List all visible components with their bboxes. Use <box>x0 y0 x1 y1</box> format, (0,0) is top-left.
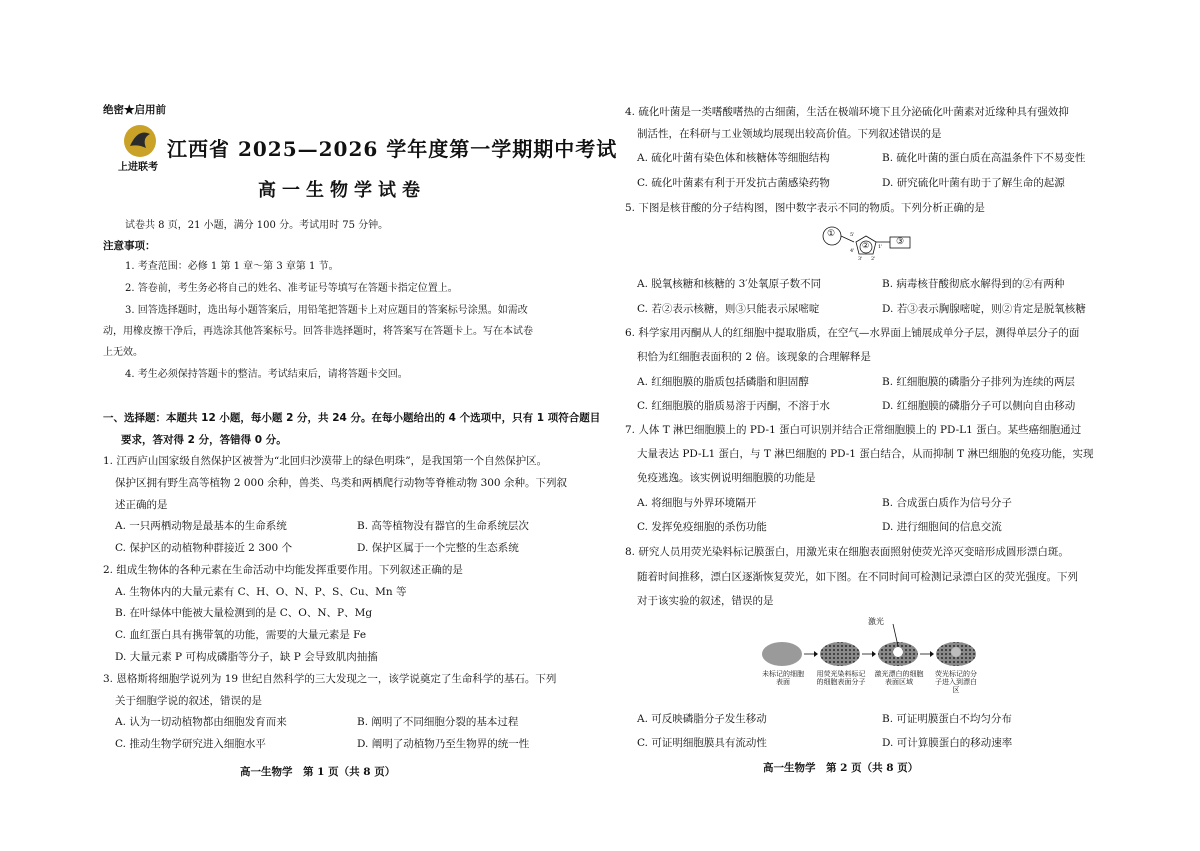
question-6-option-b: B. 红细胞膜的磷脂分子排列为连续的两层 <box>882 376 1075 388</box>
exam-page-2 <box>600 0 1200 851</box>
question-1-option-d: D. 保护区属于一个完整的生态系统 <box>357 542 519 554</box>
question-5-option-a: A. 脱氧核糖和核糖的 3′处氧原子数不同 <box>637 278 822 290</box>
exam-title: 江西省 2025—2026 学年度第一学期期中考试 <box>167 137 618 161</box>
question-2-stem: 2. 组成生物体的各种元素在生命活动中均能发挥重要作用。下列叙述正确的是 <box>103 564 463 576</box>
question-7-option-d: D. 进行细胞间的信息交流 <box>882 521 1002 533</box>
note-item: 2. 答卷前，考生务必将自己的姓名、准考证号等填写在答题卡指定位置上。 <box>125 283 458 294</box>
frap-figure <box>760 616 980 704</box>
question-1-stem: 述正确的是 <box>115 499 168 511</box>
stage-1-caption: 未标记的细胞表面 <box>762 670 804 686</box>
note-item: 动，用橡皮擦干净后，再选涂其他答案标号。回答非选择题时，将答案写在答题卡上。写在本试卷 <box>103 326 533 337</box>
question-4-stem: 制活性，在科研与工业领域均展现出较高价值。下列叙述错误的是 <box>637 128 942 140</box>
label-2: ② <box>862 241 870 250</box>
laser-label: 激光 <box>868 617 884 626</box>
question-1-stem: 1. 江西庐山国家级自然保护区被誉为“北回归沙漠带上的绿色明珠”，是我国第一个自然保护区。 <box>103 455 548 467</box>
stage-4-caption: 荧光标记的分子进入到漂白区 <box>935 670 977 694</box>
question-4-option-a: A. 硫化叶菌有染色体和核糖体等细胞结构 <box>637 152 830 164</box>
question-3-option-a: A. 认为一切动植物都由细胞发育而来 <box>115 716 287 728</box>
question-5-stem: 5. 下图是核苷酸的分子结构图，图中数字表示不同的物质。下列分析正确的是 <box>625 202 985 214</box>
question-7-option-a: A. 将细胞与外界环境隔开 <box>637 497 757 509</box>
question-1-option-c: C. 保护区的动植物种群接近 2 300 个 <box>115 542 293 554</box>
stage-3-caption: 激光漂白的细胞表面区域 <box>874 670 924 686</box>
carbon-5: 5' <box>850 232 855 238</box>
nucleotide-diagram <box>818 224 918 268</box>
confidential-label: 绝密★启用前 <box>103 104 166 116</box>
question-3-option-b: B. 阐明了不同细胞分裂的基本过程 <box>357 716 519 728</box>
question-4-option-c: C. 硫化叶菌素有利于开发抗古菌感染药物 <box>637 177 830 189</box>
note-item: 1. 考查范围：必修 1 第 1 章～第 3 章第 1 节。 <box>125 261 339 272</box>
question-2-option-b: B. 在叶绿体中能被大量检测到的是 C、O、N、P、Mg <box>115 607 373 619</box>
section-heading-cont: 要求，答对得 2 分，答错得 0 分。 <box>121 434 287 446</box>
question-6-option-d: D. 红细胞膜的磷脂分子可以侧向自由移动 <box>882 400 1076 412</box>
question-4-option-d: D. 研究硫化叶菌有助于了解生命的起源 <box>882 177 1065 189</box>
notes-title: 注意事项： <box>103 240 156 252</box>
label-3: ③ <box>896 237 905 247</box>
carbon-1: 1' <box>878 244 883 250</box>
question-1-option-a: A. 一只两栖动物是最基本的生命系统 <box>115 520 287 532</box>
question-8-option-d: D. 可计算膜蛋白的移动速率 <box>882 737 1013 749</box>
question-6-stem: 6. 科学家用丙酮从人的红细胞中提取脂质，在空气—水界面上铺展成单分子层，测得单层分子的面 <box>625 327 1080 339</box>
question-2-option-a: A. 生物体内的大量元素有 C、H、O、N、P、S、Cu、Mn 等 <box>115 586 407 598</box>
logo-text: 上进联考 <box>118 162 158 173</box>
section-heading: 一、选择题：本题共 12 小题，每小题 2 分，共 24 分。在每小题给出的 4 个选项中，只有 1 项符合题目 <box>103 412 601 424</box>
question-1-stem: 保护区拥有野生高等植物 2 000 余种，兽类、鸟类和两栖爬行动物等脊椎动物 300 余种。下列叙 <box>115 477 567 489</box>
carbon-2: 2' <box>871 256 876 262</box>
question-6-option-a: A. 红细胞膜的脂质包括磷脂和胆固醇 <box>637 376 809 388</box>
question-7-option-b: B. 合成蛋白质作为信号分子 <box>882 497 1012 509</box>
question-8-option-c: C. 可证明细胞膜具有流动性 <box>637 737 767 749</box>
label-1: ① <box>827 229 836 239</box>
question-4-option-b: B. 硫化叶菌的蛋白质在高温条件下不易变性 <box>882 152 1086 164</box>
question-4-stem: 4. 硫化叶菌是一类嗜酸嗜热的古细菌，生活在极端环境下且分泌硫化叶菌素对近缘种具有强效抑 <box>625 106 1069 118</box>
page-footer: 高一生物学 第 1 页（共 8 页） <box>240 766 396 778</box>
note-item: 4. 考生必须保持答题卡的整洁。考试结束后，请将答题卡交回。 <box>125 369 408 380</box>
question-8-option-a: A. 可反映磷脂分子发生移动 <box>637 713 767 725</box>
question-8-stem: 随着时间推移，漂白区逐渐恢复荧光，如下图。在不同时间可检测记录漂白区的荧光强度。下列 <box>637 571 1078 583</box>
exam-logo <box>120 122 160 172</box>
question-7-option-c: C. 发挥免疫细胞的杀伤功能 <box>637 521 767 533</box>
question-5-option-d: D. 若③表示胸腺嘧啶，则②肯定是脱氧核糖 <box>882 303 1086 315</box>
question-7-stem: 免疫逃逸。该实例说明细胞膜的功能是 <box>637 472 816 484</box>
question-3-option-d: D. 阐明了动植物乃至生物界的统一性 <box>357 738 530 750</box>
question-6-option-c: C. 红细胞膜的脂质易溶于丙酮，不溶于水 <box>637 400 830 412</box>
note-item: 3. 回答选择题时，选出每小题答案后，用铅笔把答题卡上对应题目的答案标号涂黑。如需改 <box>125 305 528 316</box>
question-8-option-b: B. 可证明膜蛋白不均匀分布 <box>882 713 1012 725</box>
question-3-stem: 3. 恩格斯将细胞学说列为 19 世纪自然科学的三大发现之一，该学说奠定了生命科学的基石。下列 <box>103 673 557 685</box>
logo-emblem-icon <box>120 122 160 160</box>
question-3-stem: 关于细胞学说的叙述，错误的是 <box>115 695 262 707</box>
question-2-option-d: D. 大量元素 P 可构成磷脂等分子，缺 P 会导致肌肉抽搐 <box>115 651 378 663</box>
question-3-option-c: C. 推动生物学研究进入细胞水平 <box>115 738 266 750</box>
question-2-option-c: C. 血红蛋白具有携带氧的功能，需要的大量元素是 Fe <box>115 629 367 641</box>
question-5-option-b: B. 病毒核苷酸彻底水解得到的②有两种 <box>882 278 1065 290</box>
question-5-option-c: C. 若②表示核糖，则③只能表示尿嘧啶 <box>637 303 820 315</box>
exam-intro: 试卷共 8 页，21 小题，满分 100 分。考试用时 75 分钟。 <box>125 220 389 231</box>
question-8-stem: 对于该实验的叙述，错误的是 <box>637 595 774 607</box>
question-7-stem: 大量表达 PD-L1 蛋白，与 T 淋巴细胞的 PD-1 蛋白结合，从而抑制 T 淋巴细胞的免疫功能，实现 <box>637 448 1094 460</box>
stage-2-caption: 用荧光染料标记的细胞表面分子 <box>816 670 866 686</box>
question-6-stem: 积恰为红细胞表面积的 2 倍。该现象的合理解释是 <box>637 351 871 363</box>
question-7-stem: 7. 人体 T 淋巴细胞膜上的 PD-1 蛋白可识别并结合正常细胞膜上的 PD-L1 蛋白。某些癌细胞通过 <box>625 424 1082 436</box>
question-8-stem: 8. 研究人员用荧光染料标记膜蛋白，用激光束在细胞表面照射使荧光淬灭变暗形成圆形漂白斑。 <box>625 546 1069 558</box>
carbon-3: 3' <box>858 256 863 262</box>
carbon-4: 4' <box>850 248 855 254</box>
page-footer: 高一生物学 第 2 页（共 8 页） <box>763 762 919 774</box>
exam-subtitle: 高一生物学试卷 <box>258 180 426 201</box>
question-1-option-b: B. 高等植物没有器官的生命系统层次 <box>357 520 529 532</box>
note-item: 上无效。 <box>103 347 143 358</box>
